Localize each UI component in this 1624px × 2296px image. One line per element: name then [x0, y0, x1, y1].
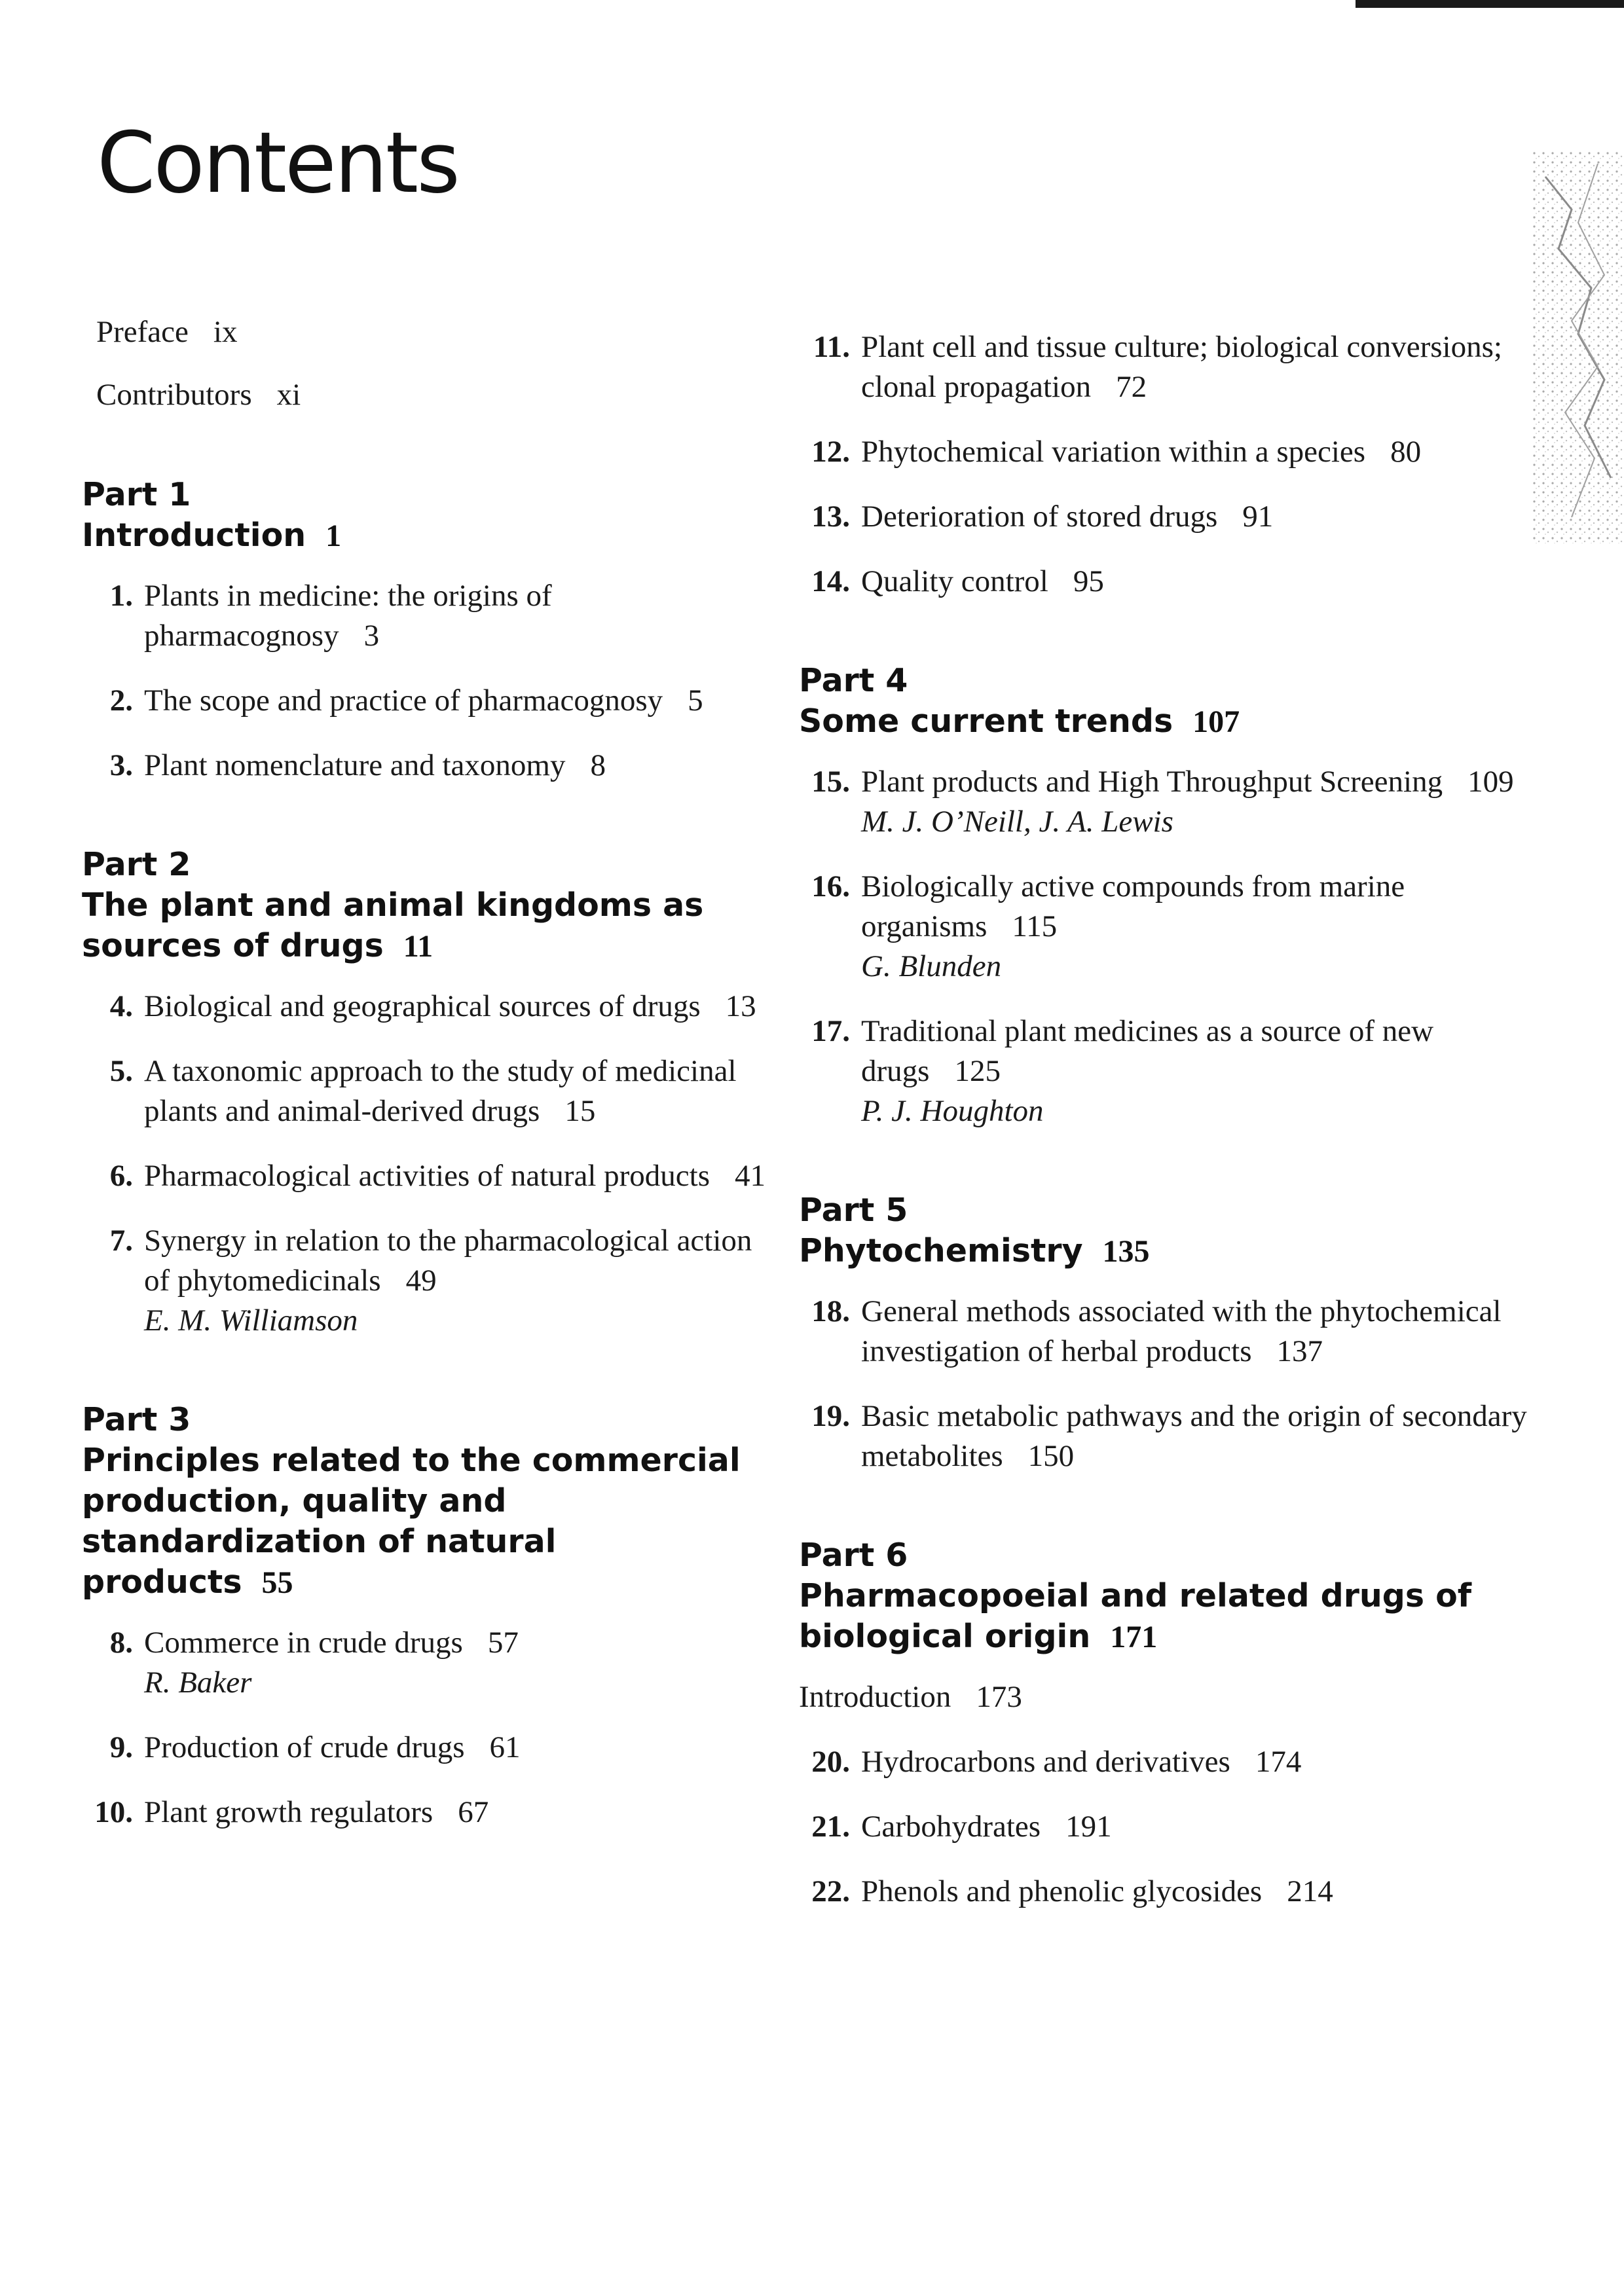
part-label: Part 5 [799, 1192, 908, 1229]
chapter-title: Biologically active compounds from marine organisms [861, 869, 1405, 943]
chapter-number: 21. [811, 1810, 850, 1844]
chapter-page: 174 [1255, 1745, 1302, 1779]
chapter-author: G. Blunden [861, 949, 1002, 983]
chapter-number: 16. [811, 869, 850, 903]
chapter-title: General methods associated with the phytochemical investigation of herbal products [861, 1294, 1502, 1368]
part-page: 1 [325, 519, 342, 553]
chapter-title: Traditional plant medicines as a source of new drugs [861, 1014, 1434, 1088]
chapter-entry [799, 1872, 1545, 1912]
chapter-entry [799, 1807, 1545, 1847]
chapter-entry [82, 1728, 776, 1768]
chapter-page: 109 [1467, 765, 1514, 799]
chapter-title: Pharmacological activities of natural products [144, 1159, 710, 1193]
entry-page: ix [213, 315, 238, 349]
part-page: 135 [1102, 1234, 1150, 1269]
page-edge-texture [1532, 151, 1624, 543]
chapter-number: 17. [811, 1014, 850, 1048]
chapter-page: 8 [590, 748, 606, 782]
chapter-entry [799, 497, 1545, 537]
chapter-title: Biological and geographical sources of drugs [144, 989, 701, 1023]
chapter-title: Plant nomenclature and taxonomy [144, 748, 566, 782]
chapter-number: 4. [109, 989, 133, 1023]
chapter-entry [799, 1292, 1545, 1372]
chapter-number: 15. [811, 765, 850, 799]
part-4 [799, 661, 1545, 1131]
chapter-entry [82, 1793, 776, 1832]
toc-entry-preface [82, 314, 776, 350]
part-page: 107 [1192, 704, 1240, 739]
chapter-entry [82, 1623, 776, 1703]
chapter-page: 13 [725, 989, 756, 1023]
part-title [799, 1231, 1545, 1272]
chapter-page: 67 [458, 1795, 489, 1829]
chapter-number: 10. [94, 1795, 133, 1829]
chapter-entry [799, 1677, 1545, 1717]
chapter-page: 15 [564, 1094, 596, 1128]
chapter-number: 11. [813, 330, 850, 364]
chapter-number: 12. [811, 435, 850, 469]
chapter-entry [82, 746, 776, 786]
chapter-entry [82, 987, 776, 1027]
chapter-author: P. J. Houghton [861, 1094, 1044, 1128]
toc-left-column [82, 314, 776, 1857]
chapter-number: 8. [109, 1626, 133, 1660]
chapter-title: Quality control [861, 564, 1048, 598]
chapter-page: 49 [405, 1264, 437, 1298]
entry-page: xi [276, 378, 301, 412]
chapter-author: M. J. O’Neill, J. A. Lewis [861, 805, 1173, 839]
chapter-entry [799, 432, 1545, 472]
chapter-entry [82, 1156, 776, 1196]
chapter-entry [799, 1011, 1545, 1131]
chapter-title: Synergy in relation to the pharmacological action of phytomedicinals [144, 1224, 752, 1298]
part-title-text: Principles related to the commercial production, quality and standardization of natural products [82, 1442, 741, 1601]
chapter-page: 5 [688, 683, 703, 718]
chapter-number: 7. [109, 1224, 133, 1258]
chapter-title: Deterioration of stored drugs [861, 500, 1218, 534]
part-3 [82, 1400, 776, 1832]
chapter-number: 2. [109, 683, 133, 718]
chapter-entry [799, 327, 1545, 407]
part-title-text: Phytochemistry [799, 1232, 1083, 1269]
chapter-page: 173 [976, 1680, 1022, 1714]
part-title [82, 1440, 776, 1603]
chapter-entry [799, 762, 1545, 842]
chapter-entry [799, 1396, 1545, 1476]
chapter-entry [82, 681, 776, 721]
chapter-entry [799, 1742, 1545, 1782]
chapter-page: 91 [1242, 500, 1274, 534]
chapter-page: 41 [735, 1159, 766, 1193]
chapter-title: Plants in medicine: the origins of pharmacognosy [144, 579, 552, 653]
top-edge-rule [1356, 0, 1624, 8]
chapter-page: 3 [363, 619, 380, 653]
chapter-page: 125 [954, 1054, 1001, 1088]
part-page: 171 [1110, 1620, 1158, 1654]
chapter-page: 137 [1276, 1334, 1323, 1368]
chapter-number: 20. [811, 1745, 850, 1779]
chapter-title: Commerce in crude drugs [144, 1626, 463, 1660]
chapter-number: 13. [811, 500, 850, 534]
chapter-page: 61 [489, 1730, 521, 1764]
part-6 [799, 1535, 1545, 1912]
chapter-author: R. Baker [144, 1666, 252, 1700]
chapter-page: 72 [1116, 370, 1147, 404]
chapter-page: 214 [1287, 1874, 1333, 1908]
chapter-page: 150 [1027, 1439, 1075, 1473]
chapter-title: Production of crude drugs [144, 1730, 465, 1764]
part-page: 11 [403, 929, 434, 964]
part-title-text: The plant and animal kingdoms as sources of drugs [82, 886, 704, 964]
part-label: Part 2 [82, 846, 191, 883]
chapter-entry [82, 576, 776, 656]
part-page: 55 [261, 1565, 293, 1600]
chapter-title: A taxonomic approach to the study of medicinal plants and animal-derived drugs [144, 1054, 737, 1128]
part-title [82, 885, 776, 967]
chapter-number: 14. [811, 564, 850, 598]
chapter-number: 1. [109, 579, 133, 613]
chapter-title: Hydrocarbons and derivatives [861, 1745, 1230, 1779]
entry-title: Contributors [96, 378, 252, 412]
chapter-title: Introduction [799, 1680, 951, 1714]
chapter-title: Carbohydrates [861, 1810, 1041, 1844]
part-title-text: Introduction [82, 517, 306, 554]
chapter-page: 191 [1065, 1810, 1112, 1844]
page-title: Contents [97, 115, 458, 212]
chapter-title: Plant cell and tissue culture; biological conversions; clonal propagation [861, 330, 1502, 404]
chapter-number: 3. [109, 748, 133, 782]
chapter-number: 5. [109, 1054, 133, 1088]
chapter-title: Plant products and High Throughput Screening [861, 765, 1443, 799]
chapter-title: Basic metabolic pathways and the origin of secondary metabolites [861, 1399, 1527, 1473]
chapter-entry [799, 867, 1545, 987]
chapter-title: Phenols and phenolic glycosides [861, 1874, 1263, 1908]
chapter-title: Plant growth regulators [144, 1795, 434, 1829]
part-5 [799, 1190, 1545, 1476]
chapter-number: 19. [811, 1399, 850, 1433]
part-title [82, 515, 776, 556]
chapter-number: 18. [811, 1294, 850, 1328]
chapter-page: 80 [1390, 435, 1422, 469]
chapter-entry [799, 562, 1545, 602]
part-label: Part 6 [799, 1537, 908, 1574]
chapter-number: 9. [109, 1730, 133, 1764]
chapter-entry [82, 1221, 776, 1341]
chapter-title: Phytochemical variation within a species [861, 435, 1366, 469]
part-label: Part 3 [82, 1401, 191, 1438]
entry-title: Preface [96, 315, 189, 349]
chapter-title: The scope and practice of pharmacognosy [144, 683, 663, 718]
part-2 [82, 845, 776, 1341]
chapter-number: 22. [811, 1874, 850, 1908]
part-label: Part 1 [82, 476, 191, 513]
part-title-text: Some current trends [799, 702, 1173, 740]
part-label: Part 4 [799, 662, 908, 699]
part-1 [82, 475, 776, 786]
part-title [799, 1576, 1545, 1658]
chapter-page: 115 [1012, 909, 1058, 943]
chapter-page: 57 [487, 1626, 519, 1660]
toc-right-column [799, 327, 1545, 1937]
part-title-text: Pharmacopoeial and related drugs of biological origin [799, 1577, 1472, 1655]
chapter-number: 6. [109, 1159, 133, 1193]
chapter-author: E. M. Williamson [144, 1303, 358, 1338]
toc-entry-contributors [82, 377, 776, 412]
chapter-page: 95 [1073, 564, 1104, 598]
chapter-entry [82, 1051, 776, 1131]
part-title [799, 701, 1545, 742]
